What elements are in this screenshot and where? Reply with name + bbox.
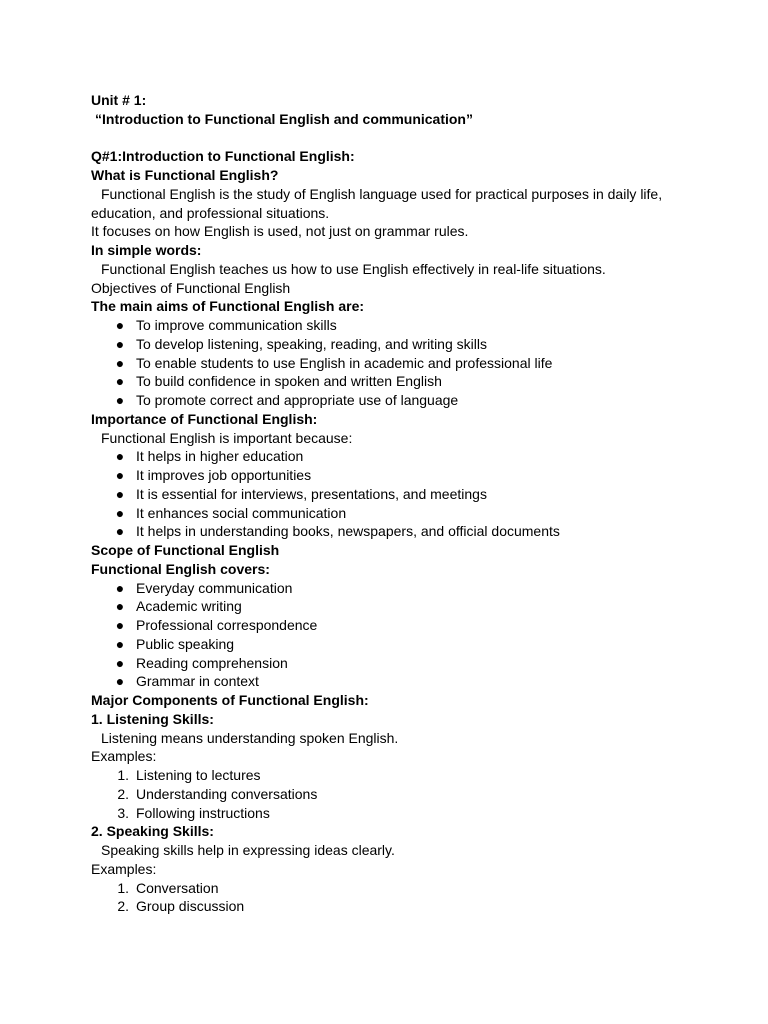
list-item [91, 766, 691, 785]
list-item [91, 616, 691, 635]
covers-list [91, 579, 691, 692]
list-item [91, 654, 691, 673]
list-item-text: It improves job opportunities [136, 467, 312, 483]
blank-line [91, 129, 691, 148]
list-item [91, 897, 691, 916]
list-item [91, 879, 691, 898]
simple-words-heading: In simple words: [91, 242, 202, 258]
list-item-text: Following instructions [136, 804, 270, 821]
list-item-text: To improve communication skills [136, 317, 337, 333]
bullet-icon: ● [115, 392, 125, 408]
listening-text: Listening means understanding spoken English. [101, 729, 399, 746]
objectives-line: Objectives of Functional English [91, 279, 291, 296]
speaking-text: Speaking skills help in expressing ideas clearly. [101, 842, 395, 858]
list-number: 2. [117, 898, 129, 915]
list-number: 1. [117, 879, 129, 896]
list-item-text: It helps in understanding books, newspapers, and official documents [136, 523, 560, 540]
bullet-icon: ● [115, 635, 125, 652]
speaking-examples-list [91, 879, 691, 917]
list-item-text: To enable students to use English in academic and professional life [136, 354, 553, 371]
bullet-icon: ● [115, 317, 125, 333]
listening-examples-list [91, 766, 691, 822]
importance-list [91, 447, 691, 541]
bullet-icon: ● [115, 354, 125, 371]
importance-heading: Importance of Functional English: [91, 410, 318, 427]
list-item-text: It enhances social communication [136, 504, 347, 521]
list-item-text: Conversation [136, 879, 219, 896]
list-item-text: It is essential for interviews, presentations, and meetings [136, 485, 487, 502]
list-item [91, 335, 691, 354]
bullet-icon: ● [115, 617, 125, 633]
list-item [91, 485, 691, 504]
list-item-text: To promote correct and appropriate use of language [136, 392, 459, 408]
bullet-icon: ● [115, 467, 125, 483]
bullet-icon: ● [115, 485, 125, 502]
list-number: 1. [117, 767, 129, 783]
bullet-icon: ● [115, 504, 125, 521]
aims-heading: The main aims of Functional English are: [91, 298, 365, 315]
list-item [91, 372, 691, 391]
listening-heading: 1. Listening Skills: [91, 710, 214, 727]
list-item-text: Reading comprehension [136, 654, 288, 671]
list-item-text: Listening to lectures [136, 767, 261, 783]
speaking-heading: 2. Speaking Skills: [91, 823, 214, 840]
covers-heading: Functional English covers: [91, 560, 270, 577]
bullet-icon: ● [115, 598, 125, 615]
components-heading: Major Components of Functional English: [91, 692, 369, 708]
bullet-icon: ● [115, 373, 125, 390]
list-item [91, 504, 691, 523]
list-item [91, 785, 691, 804]
importance-intro: Functional English is important because: [101, 429, 353, 446]
definition-line-2: education, and professional situations. [91, 204, 330, 221]
list-item [91, 804, 691, 823]
bullet-icon: ● [115, 579, 125, 596]
list-item-text: To build confidence in spoken and written English [136, 373, 442, 390]
list-item-text: Understanding conversations [136, 785, 318, 802]
bullet-icon: ● [115, 335, 125, 352]
aims-list [91, 316, 691, 410]
list-number: 3. [117, 804, 129, 821]
bullet-icon: ● [115, 654, 125, 671]
list-item [91, 466, 691, 485]
list-item [91, 391, 691, 410]
definition-line-1: Functional English is the study of English language used for practical purposes in daily life, [101, 185, 663, 202]
list-item [91, 316, 691, 335]
speaking-examples-label: Examples: [91, 860, 157, 877]
list-item-text: Academic writing [136, 598, 242, 615]
bullet-icon: ● [115, 448, 125, 465]
list-item-text: Public speaking [136, 635, 235, 652]
list-item-text: Grammar in context [136, 673, 259, 690]
document-title: “Introduction to Functional English and communication” [95, 110, 473, 127]
list-item [91, 672, 691, 691]
q1-heading: Q#1:Introduction to Functional English: [91, 148, 355, 165]
list-item-text: Professional correspondence [136, 617, 318, 633]
bullet-icon: ● [115, 523, 125, 540]
document-page [91, 91, 691, 916]
scope-heading: Scope of Functional English [91, 542, 280, 558]
list-item [91, 447, 691, 466]
focus-line: It focuses on how English is used, not just on grammar rules. [91, 223, 469, 240]
simple-words-text: Functional English teaches us how to use English effectively in real-life situations. [101, 260, 606, 277]
list-item [91, 597, 691, 616]
what-heading: What is Functional English? [91, 167, 279, 183]
list-item [91, 635, 691, 654]
list-number: 2. [117, 785, 129, 802]
list-item-text: Everyday communication [136, 579, 293, 596]
list-item-text: It helps in higher education [136, 448, 304, 465]
list-item-text: To develop listening, speaking, reading, and writing skills [136, 335, 487, 352]
bullet-icon: ● [115, 673, 125, 690]
listening-examples-label: Examples: [91, 748, 157, 765]
list-item [91, 522, 691, 541]
list-item [91, 579, 691, 598]
unit-label: Unit # 1: [91, 92, 147, 108]
list-item [91, 354, 691, 373]
list-item-text: Group discussion [136, 898, 245, 915]
